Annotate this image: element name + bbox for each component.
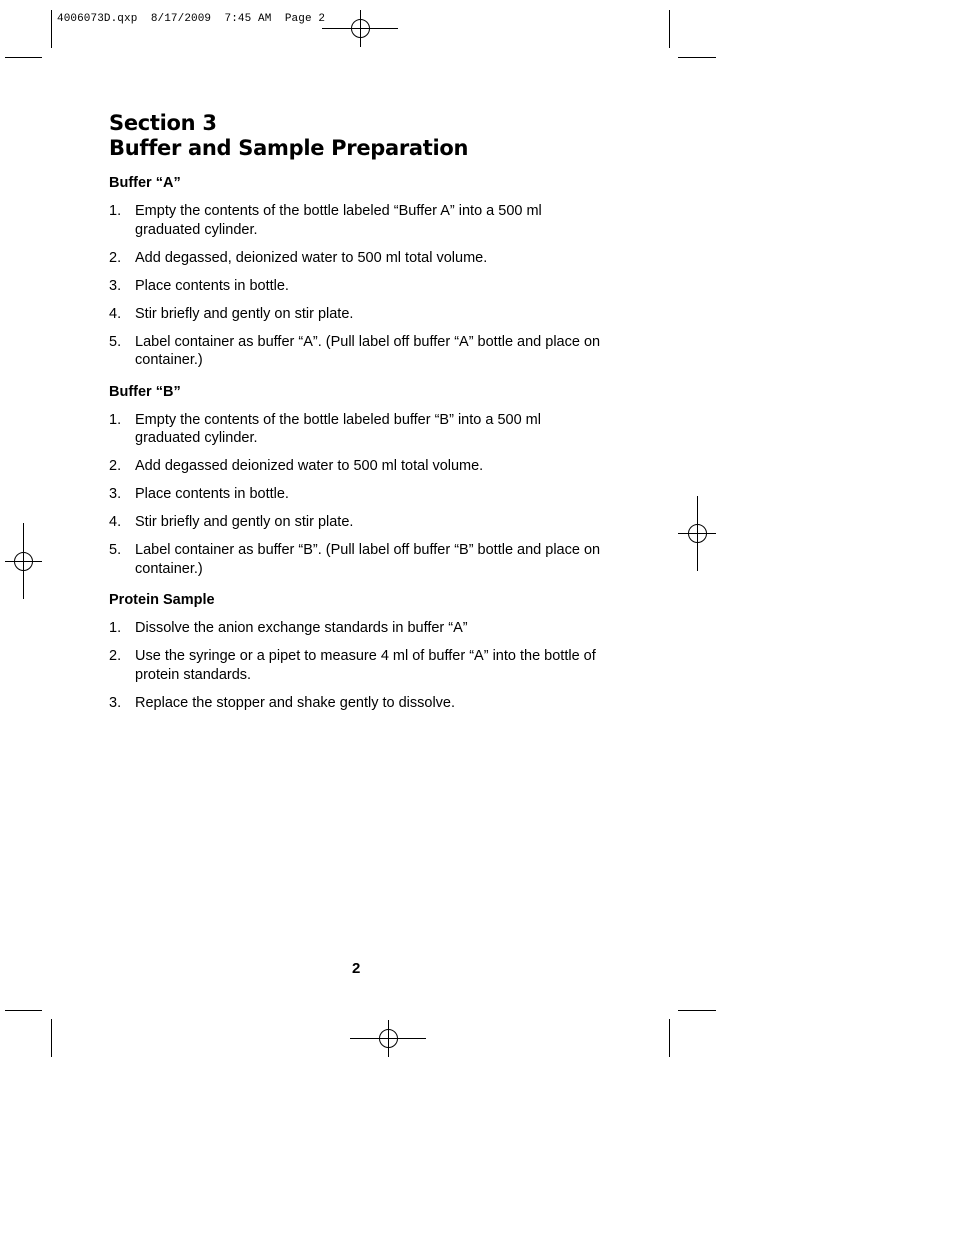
- step-number: 2.: [109, 249, 122, 266]
- list-item: [109, 411, 609, 448]
- list-item: [109, 333, 609, 370]
- page-number: 2: [352, 960, 361, 977]
- list-item: [109, 694, 609, 713]
- buffer-b-steps: [109, 411, 609, 579]
- print-slug: 4006073D.qxp 8/17/2009 7:45 AM Page 2: [57, 13, 326, 25]
- buffer-b-group: [109, 383, 609, 579]
- step-text: Stir briefly and gently on stir plate.: [135, 305, 354, 322]
- step-text: Stir briefly and gently on stir plate.: [135, 514, 354, 530]
- step-number: 5.: [109, 333, 122, 350]
- buffer-a-steps: [109, 202, 609, 370]
- registration-mark-top: [322, 10, 398, 47]
- list-item: [109, 305, 609, 324]
- step-text: Empty the contents of the bottle labeled buffer “B” into a 500 ml graduated cylinder.: [135, 411, 541, 446]
- step-number: 1.: [109, 620, 122, 636]
- step-text: Place contents in bottle.: [135, 486, 289, 502]
- step-number: 3.: [109, 486, 122, 502]
- step-text: Label container as buffer “B”. (Pull label off buffer “B” bottle and place on container.): [135, 542, 601, 577]
- step-number: 5.: [109, 542, 122, 558]
- registration-mark-bottom: [350, 1020, 426, 1057]
- list-item: [109, 647, 609, 684]
- step-number: 4.: [109, 514, 122, 530]
- registration-mark-left: [5, 523, 42, 599]
- section-heading: Buffer and Sample Preparation: [109, 136, 469, 160]
- list-item: [109, 202, 609, 239]
- step-text: Place contents in bottle.: [135, 277, 289, 294]
- list-item: [109, 457, 609, 476]
- step-number: 1.: [109, 203, 122, 219]
- step-text: Replace the stopper and shake gently to dissolve.: [135, 694, 456, 711]
- buffer-b-heading: Buffer “B”: [109, 383, 181, 400]
- page-content: [109, 111, 609, 725]
- step-text: Empty the contents of the bottle labeled “Buffer A” into a 500 ml graduated cylinder.: [135, 203, 542, 238]
- step-text: Add degassed deionized water to 500 ml total volume.: [135, 458, 484, 474]
- buffer-a-group: [109, 174, 609, 370]
- list-item: [109, 513, 609, 532]
- list-item: [109, 541, 609, 578]
- registration-mark-right: [678, 496, 716, 571]
- step-number: 2.: [109, 648, 122, 664]
- step-text: Add degassed, deionized water to 500 ml total volume.: [135, 249, 488, 266]
- step-text: Dissolve the anion exchange standards in buffer “A”: [135, 620, 468, 636]
- section-number: Section 3: [109, 111, 217, 135]
- list-item: [109, 485, 609, 504]
- protein-sample-group: [109, 591, 609, 712]
- step-text: Use the syringe or a pipet to measure 4 ml of buffer “A” into the bottle of protein standards.: [135, 648, 596, 683]
- list-item: [109, 619, 609, 638]
- protein-sample-steps: [109, 619, 609, 712]
- step-number: 2.: [109, 458, 122, 474]
- step-number: 4.: [109, 305, 122, 322]
- step-text: Label container as buffer “A”. (Pull label off buffer “A” bottle and place on container.): [135, 333, 601, 368]
- list-item: [109, 277, 609, 296]
- buffer-a-heading: Buffer “A”: [109, 175, 181, 191]
- step-number: 3.: [109, 277, 122, 294]
- section-title: [109, 111, 609, 161]
- step-number: 1.: [109, 411, 122, 428]
- step-number: 3.: [109, 694, 122, 711]
- list-item: [109, 249, 609, 268]
- protein-sample-heading: Protein Sample: [109, 592, 215, 608]
